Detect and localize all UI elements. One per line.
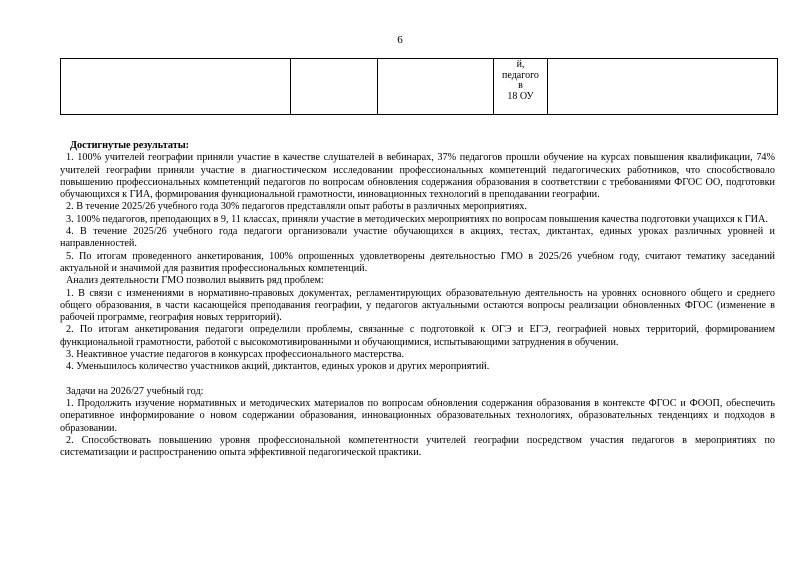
problems-item: 2. По итогам анкетирования педагоги определили проблемы, связанные с подготовкой к ОГЭ и ЕГЭ, географией новых территорий, формированием функциональной грамотности, работой с высокомотивированными и обучающимися, испытывающими затруднения в обучении. [60, 324, 775, 348]
results-item: 5. По итогам проведенного анкетирования, 100% опрошенных удовлетворены деятельностью ГМО в 2025/26 учебном году, считают тематику заседаний актуальной и значимой для развития профессиональных компетенций. [60, 250, 775, 274]
results-item: 2. В течение 2025/26 учебного года 30% педагогов представляли опыт работы в различных мероприятиях. [66, 201, 527, 213]
results-item: 4. В течение 2025/26 учебного года педагоги организовали участие обучающихся в акциях, тестах, диктантах, единых уроках различных уровней и направленностей. [60, 226, 775, 250]
page-number: 6 [397, 34, 403, 46]
table-row [61, 59, 778, 115]
table-cell-5 [548, 59, 778, 115]
results-item: 3. 100% педагогов, преподающих в 9, 11 классах, приняли участие в методических мероприятиях по вопросам повышения качества подготовки учащихся к ГИА. [66, 213, 768, 225]
results-heading: Достигнутые результаты: [70, 140, 190, 151]
cell-line: педагого [502, 69, 539, 81]
table-cell-2 [291, 59, 378, 115]
cell-line: 18 ОУ [507, 90, 534, 102]
document-body [60, 140, 775, 459]
problems-item: 1. В связи с изменениями в нормативно-правовых документах, регламентирующих образовательную деятельность на уровнях основного общего и среднего общего образования, в части касающейся преподавания географии, у педагогов актуальными остаются вопросы реализации обновленных ФГОС (изменение в рабочей программе, география новых территорий). [60, 287, 775, 324]
problems-item: 4. Уменьшилось количество участников акций, диктантов, единых уроков и других мероприятий. [66, 361, 490, 373]
tasks-heading: Задачи на 2026/27 учебный год: [66, 385, 204, 397]
spacer [60, 374, 775, 386]
table-cell-1 [61, 59, 291, 115]
problems-heading: Анализ деятельности ГМО позволил выявить ряд проблем: [66, 275, 324, 287]
tasks-item: 2. Способствовать повышению уровня профессиональной компетентности учителей географии посредством участия педагогов в мероприятиях по систематизации и распространению опыта эффективной педагогической практики. [60, 434, 775, 459]
tasks-item: 1. Продолжить изучение нормативных и методических материалов по вопросам обновления содержания образования в контексте ФГОС и ФООП, обеспечить оперативное информирование о новом содержании образования, инновационных образовательных технологиях, образовательных тенденциях и подходов в образовании. [60, 397, 775, 434]
problems-item: 3. Неактивное участие педагогов в конкурсах профессионального мастерства. [66, 349, 405, 361]
table-cell-4 [494, 59, 548, 115]
results-item: 1. 100% учителей географии приняли участие в качестве слушателей в вебинарах, 37% педагогов прошли обучение на курсах повышения квалификации, 74% учителей географии приняли участие в диагностическом исследовании профессиональных компетенций педагогических работников, что способствовало повышению профессиональных компетенций педагогов по вопросам обновления содержания образования в соответствии с требованиями ФГОС ОО, подготовки обучающихся к ГИА, формирования функциональной грамотности, инновационных технологий в преподавании географии. [60, 152, 775, 201]
cell-line: в [518, 80, 523, 91]
table-cell-3 [378, 59, 494, 115]
table-fragment [60, 58, 778, 115]
cell-line: й, [516, 59, 525, 70]
